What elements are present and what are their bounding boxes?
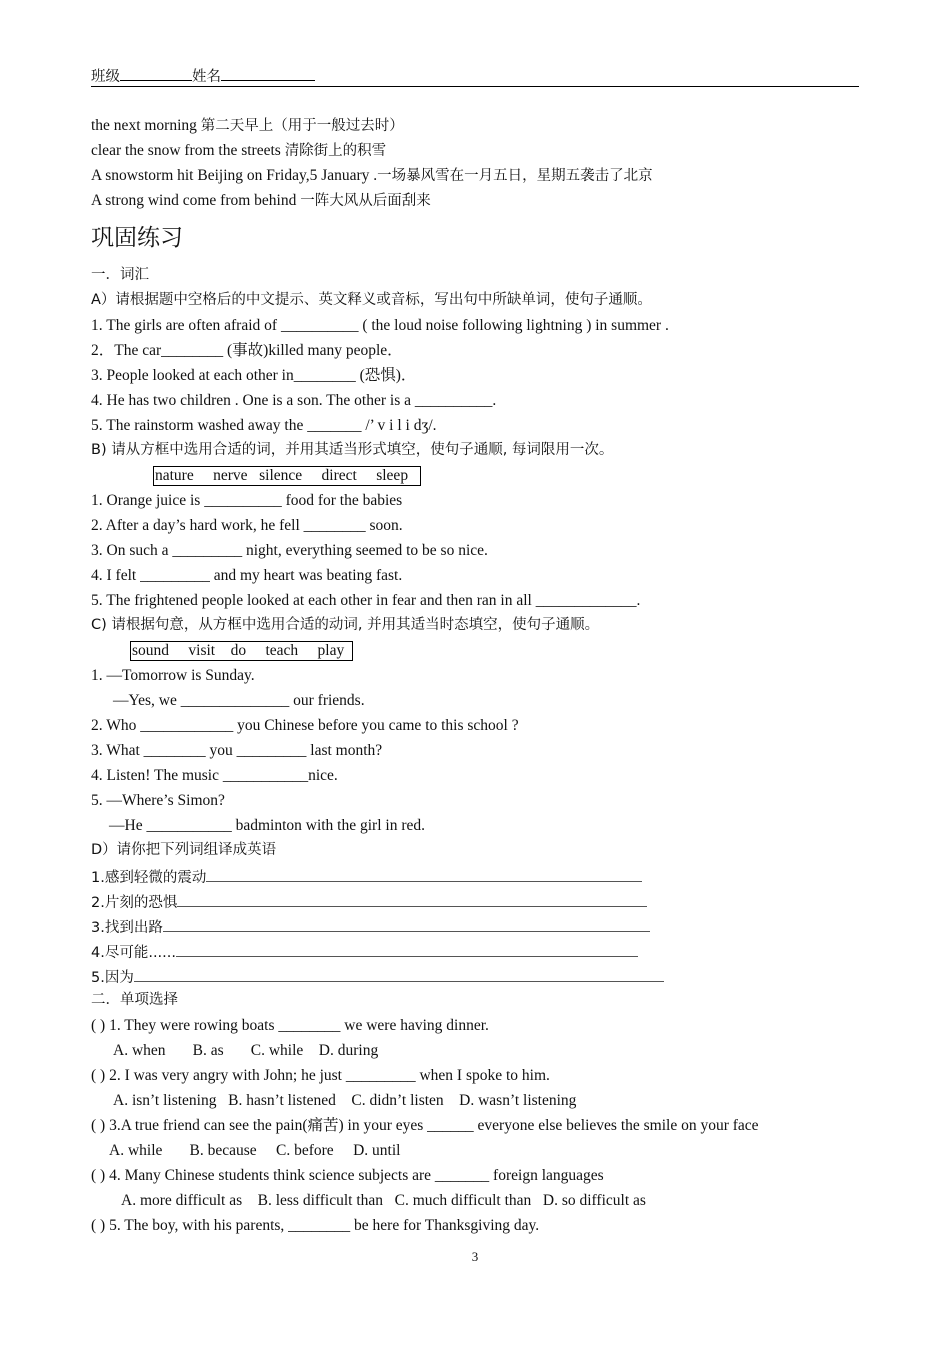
mc-question: ( ) 4. Many Chinese students think science subjects are _______ foreign languages — [91, 1167, 604, 1184]
partC-title: C) 请根据句意，从方框中选用合适的动词, 并用其适当时态填空，使句子通顺。 — [91, 617, 600, 633]
mc-options: A. while B. because C. before D. until — [109, 1142, 401, 1159]
partC-item: 5. —Where’s Simon? — [91, 792, 225, 809]
partB-item: 2. After a day’s hard work, he fell ________ soon. — [91, 517, 403, 534]
partB-title: B) 请从方框中选用合适的词，并用其适当形式填空，使句子通顺, 每词限用一次。 — [91, 442, 614, 458]
answer-line[interactable] — [206, 863, 642, 882]
answer-line[interactable] — [177, 888, 647, 907]
verb-box: sound visit do teach play — [130, 641, 353, 661]
partA-item: 3. People looked at each other in________ (恐惧)． — [91, 367, 417, 384]
partD-item: 3.找到出路 — [91, 913, 891, 938]
partD-item: 2.片刻的恐惧 — [91, 888, 891, 913]
partC-item: —Yes, we ______________ our friends. — [113, 692, 365, 709]
answer-line[interactable] — [134, 963, 664, 982]
section-title: 巩固练习 — [91, 225, 183, 251]
partB-item: 1. Orange juice is __________ food for the babies — [91, 492, 403, 509]
mc-options: A. when B. as C. while D. during — [113, 1042, 379, 1059]
class-label: 班级 — [91, 69, 120, 85]
partC-word-box-line — [91, 638, 891, 663]
phrase-line: A snowstorm hit Beijing on Friday,5 January .一场暴风雪在一月五日，星期五袭击了北京 — [91, 167, 653, 184]
partB-item: 5. The frightened people looked at each other in fear and then ran in all _____________. — [91, 592, 641, 609]
partC-item: 1. —Tomorrow is Sunday. — [91, 667, 255, 684]
partB-word-box-line — [91, 463, 891, 488]
class-blank — [120, 66, 192, 81]
partB-item: 3. On such a _________ night, everything seemed to be so nice. — [91, 542, 488, 559]
partD-item: 1.感到轻微的震动 — [91, 863, 891, 888]
name-label: 姓名 — [192, 69, 221, 85]
page-header — [91, 66, 859, 87]
part1-title: 一．词汇 — [91, 267, 149, 283]
mc-options: A. more difficult as B. less difficult than C. much difficult than D. so difficult as — [121, 1192, 646, 1209]
mc-question: ( ) 3.A true friend can see the pain(痛苦) in your eyes ______ everyone else believes the smile on your face — [91, 1117, 759, 1134]
word-box: nature nerve silence direct sleep — [153, 466, 421, 486]
answer-line[interactable] — [163, 913, 650, 932]
phrase-line: A strong wind come from behind 一阵大风从后面刮来 — [91, 192, 431, 209]
mc-question: ( ) 5. The boy, with his parents, ________ be here for Thanksgiving day. — [91, 1217, 540, 1234]
partC-item: 2. Who ____________ you Chinese before you came to this school ? — [91, 717, 519, 734]
name-blank — [221, 66, 315, 81]
partA-item: 4. He has two children . One is a son. The other is a __________. — [91, 392, 497, 409]
partC-item: —He ___________ badminton with the girl in red. — [109, 817, 425, 834]
partA-title: A）请根据题中空格后的中文提示、英文释义或音标，写出句中所缺单词，使句子通顺。 — [91, 292, 652, 308]
partD-item: 5.因为 — [91, 963, 891, 988]
part2-title: 二．单项选择 — [91, 992, 178, 1008]
partD-title: D）请你把下列词组译成英语 — [91, 842, 277, 858]
partC-item: 4. Listen! The music ___________nice. — [91, 767, 338, 784]
phrase-line: the next morning 第二天早上（用于一般过去时） — [91, 117, 404, 134]
partB-item: 4. I felt _________ and my heart was beating fast. — [91, 567, 403, 584]
page-content — [91, 113, 891, 1238]
mc-question: ( ) 1. They were rowing boats ________ we were having dinner. — [91, 1017, 489, 1034]
mc-options: A. isn’t listening B. hasn’t listened C. didn’t listen D. wasn’t listening — [113, 1092, 577, 1109]
partA-item: 1. The girls are often afraid of __________ ( the loud noise following lightning ) in summer . — [91, 317, 669, 334]
partD-item: 4.尽可能...... — [91, 938, 891, 963]
answer-line[interactable] — [176, 938, 638, 957]
phrase-line: clear the snow from the streets 清除街上的积雪 — [91, 142, 387, 159]
partA-item: 5. The rainstorm washed away the _______ /’ v i l i dʒ/. — [91, 417, 437, 434]
mc-question: ( ) 2. I was very angry with John; he just _________ when I spoke to him. — [91, 1067, 550, 1084]
page-number: 3 — [471, 1249, 479, 1264]
partA-item: 2．The car________ (事故)killed many people． — [91, 342, 403, 359]
partC-item: 3. What ________ you _________ last month? — [91, 742, 383, 759]
